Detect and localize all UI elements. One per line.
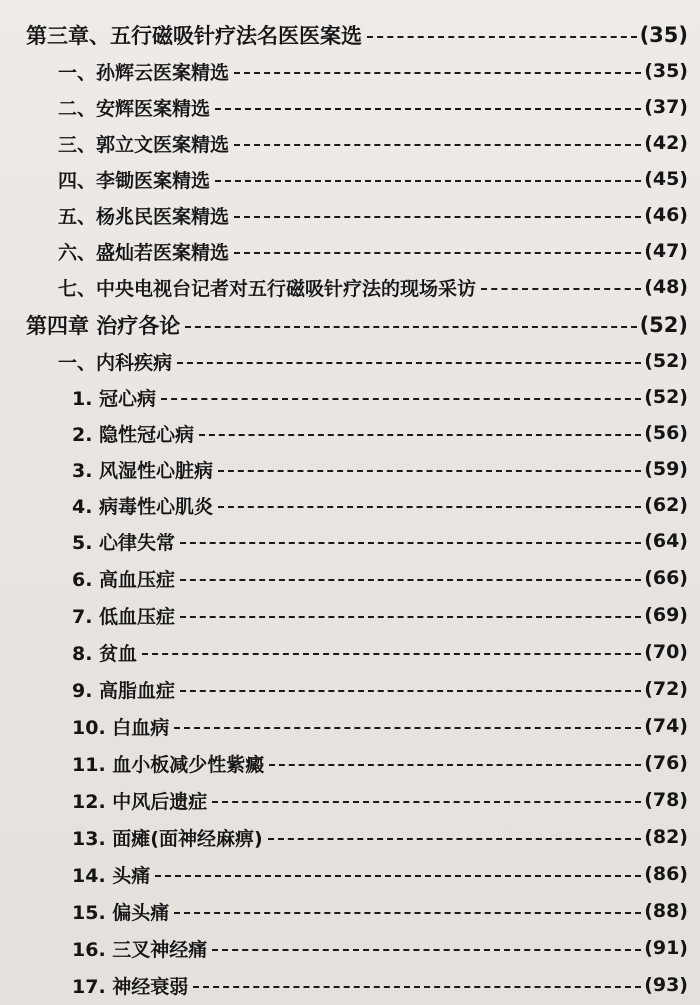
toc-entry[interactable] — [72, 561, 688, 595]
toc-entry-page: (93) — [644, 974, 688, 996]
toc-entry[interactable] — [58, 90, 688, 124]
toc-entry[interactable] — [26, 308, 688, 342]
toc-entry-title: 一、内科疾病 — [58, 351, 173, 374]
dot-leader — [174, 912, 641, 914]
dot-leader — [367, 36, 637, 38]
toc-entry-title: 17. 神经衰弱 — [72, 975, 189, 998]
toc-entry[interactable] — [72, 635, 688, 669]
toc-entry[interactable] — [58, 126, 688, 160]
toc-entry-page: (52) — [644, 350, 688, 372]
dot-leader — [180, 579, 641, 581]
toc-entry-page: (78) — [644, 789, 688, 811]
toc-entry[interactable] — [72, 380, 688, 414]
toc-entry-page: (46) — [644, 204, 688, 226]
toc-entry-page: (70) — [644, 641, 688, 663]
toc-entry-page: (62) — [644, 494, 688, 516]
dot-leader — [185, 326, 636, 328]
toc-entry-title: 五、杨兆民医案精选 — [58, 205, 230, 228]
dot-leader — [180, 690, 641, 692]
dot-leader — [193, 986, 641, 988]
dot-leader — [199, 434, 641, 436]
dot-leader — [161, 398, 641, 400]
toc-entry-page: (48) — [644, 276, 688, 298]
dot-leader — [268, 838, 642, 840]
dot-leader — [212, 801, 641, 803]
toc-entry[interactable] — [72, 746, 688, 780]
dot-leader — [218, 506, 641, 508]
dot-leader — [218, 470, 641, 472]
toc-entry[interactable] — [58, 198, 688, 232]
toc-entry-title: 一、孙辉云医案精选 — [58, 61, 230, 84]
toc-entry-page: (37) — [644, 96, 688, 118]
toc-entry-page: (59) — [644, 458, 688, 480]
dot-leader — [215, 180, 641, 182]
dot-leader — [180, 616, 641, 618]
toc-entry-title: 8. 贫血 — [72, 642, 138, 665]
toc-entry[interactable] — [72, 820, 688, 854]
dot-leader — [142, 653, 641, 655]
toc-entry[interactable] — [72, 672, 688, 706]
dot-leader — [212, 949, 641, 951]
toc-entry-page: (91) — [644, 937, 688, 959]
dot-leader — [269, 764, 641, 766]
dot-leader — [215, 108, 641, 110]
toc-entry[interactable] — [58, 162, 688, 196]
toc-entry-title: 1. 冠心病 — [72, 387, 157, 410]
toc-entry[interactable] — [72, 488, 688, 522]
toc-entry-page: (88) — [644, 900, 688, 922]
toc-entry-title: 5. 心律失常 — [72, 531, 176, 554]
toc-entry-title: 三、郭立文医案精选 — [58, 133, 230, 156]
toc-entry[interactable] — [72, 857, 688, 891]
toc-entry-page: (86) — [644, 863, 688, 885]
toc-entry[interactable] — [72, 783, 688, 817]
toc-entry[interactable] — [58, 344, 688, 378]
toc-entry-page: (52) — [639, 313, 688, 337]
dot-leader — [180, 542, 641, 544]
toc-entry[interactable] — [58, 54, 688, 88]
toc-entry[interactable] — [72, 416, 688, 450]
toc-entry-title: 7. 低血压症 — [72, 605, 176, 628]
toc-entry-title: 9. 高脂血症 — [72, 679, 176, 702]
toc-entry-title: 二、安辉医案精选 — [58, 97, 211, 120]
toc-entry[interactable] — [72, 524, 688, 558]
toc-entry-page: (35) — [639, 23, 688, 47]
toc-entry-page: (72) — [644, 678, 688, 700]
toc-entry-page: (82) — [644, 826, 688, 848]
dot-leader — [177, 362, 641, 364]
toc-entry-title: 六、盛灿若医案精选 — [58, 241, 230, 264]
toc-entry-page: (35) — [644, 60, 688, 82]
toc-entry-title: 12. 中风后遗症 — [72, 790, 208, 813]
toc-entry[interactable] — [72, 931, 688, 965]
toc-entry-page: (52) — [644, 386, 688, 408]
dot-leader — [234, 144, 641, 146]
toc-entry[interactable] — [58, 234, 688, 268]
toc-entry-title: 15. 偏头痛 — [72, 901, 170, 924]
toc-entry-page: (74) — [644, 715, 688, 737]
dot-leader — [481, 288, 641, 290]
dot-leader — [234, 216, 641, 218]
toc-entry[interactable] — [58, 270, 688, 304]
toc-entry-title: 14. 头痛 — [72, 864, 151, 887]
toc-entry-title: 16. 三叉神经痛 — [72, 938, 208, 961]
toc-entry-page: (64) — [644, 530, 688, 552]
toc-entry-page: (66) — [644, 567, 688, 589]
toc-entry-page: (56) — [644, 422, 688, 444]
toc-entry-title: 四、李锄医案精选 — [58, 169, 211, 192]
toc-entry[interactable] — [72, 452, 688, 486]
toc-entry-page: (69) — [644, 604, 688, 626]
dot-leader — [174, 727, 641, 729]
toc-entry-title: 13. 面瘫(面神经麻痹) — [72, 827, 263, 850]
toc-entry[interactable] — [72, 894, 688, 928]
toc-entry-title: 11. 血小板减少性紫癜 — [72, 753, 265, 776]
toc-entry-title: 10. 白血病 — [72, 716, 170, 739]
dot-leader — [155, 875, 641, 877]
toc-entry-title: 七、中央电视台记者对五行磁吸针疗法的现场采访 — [58, 277, 477, 300]
toc-entry-title: 2. 隐性冠心病 — [72, 423, 195, 446]
dot-leader — [234, 252, 641, 254]
toc-entry-page: (47) — [644, 240, 688, 262]
toc-entry-page: (76) — [644, 752, 688, 774]
toc-entry-title: 第四章 治疗各论 — [26, 314, 181, 338]
toc-entry[interactable] — [72, 598, 688, 632]
toc-entry-title: 第三章、五行磁吸针疗法名医医案选 — [26, 24, 362, 48]
toc-entry-title: 4. 病毒性心肌炎 — [72, 495, 214, 518]
toc-entry[interactable] — [26, 18, 688, 52]
toc-entry[interactable] — [72, 709, 688, 743]
toc-entry-page: (42) — [644, 132, 688, 154]
dot-leader — [234, 72, 641, 74]
toc-entry-page: (45) — [644, 168, 688, 190]
toc-entry-title: 6. 高血压症 — [72, 568, 176, 591]
toc-entry-title: 3. 风湿性心脏病 — [72, 459, 214, 482]
toc-entry[interactable] — [72, 968, 688, 1002]
